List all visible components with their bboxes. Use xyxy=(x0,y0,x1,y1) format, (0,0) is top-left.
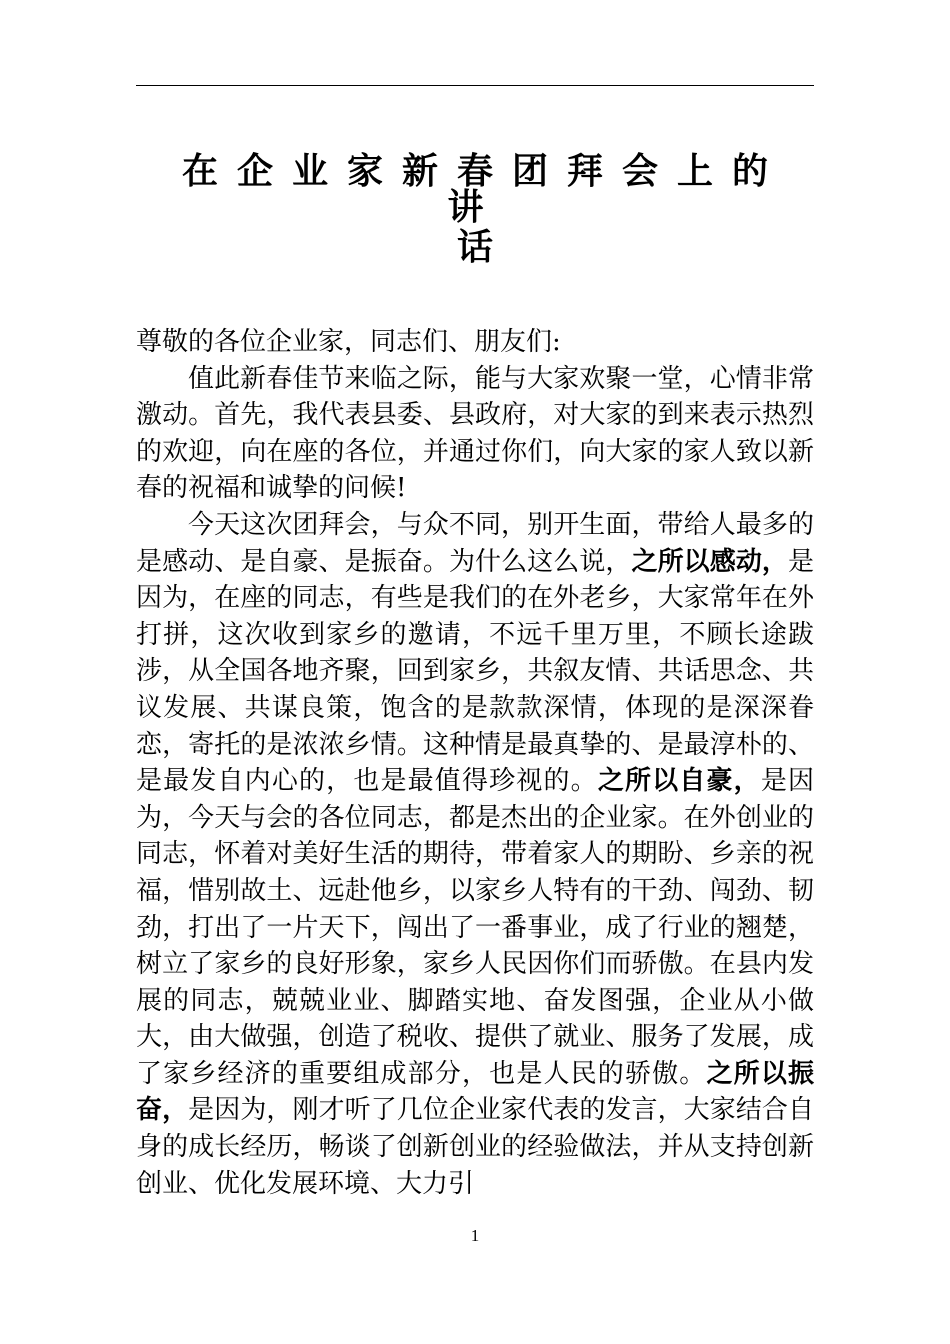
document-body xyxy=(136,324,814,1202)
paragraph-2-text-d: 是因为，刚才听了几位企业家代表的发言，大家结合自身的成长经历，畅谈了创新创业的经验做法，并从支持创新创业、优化发展环境、大力引 xyxy=(136,1095,814,1199)
paragraph-2 xyxy=(136,507,814,1202)
emphasis-moved: 之所以感动， xyxy=(631,546,788,577)
paragraph-1: 值此新春佳节来临之际，能与大家欢聚一堂，心情非常激动。首先，我代表县委、县政府，对大家的到来表示热烈的欢迎，向在座的各位，并通过你们，向大家的家人致以新春的祝福和诚挚的问候! xyxy=(136,363,814,504)
emphasis-proud: 之所以自豪， xyxy=(597,766,761,797)
salutation: 尊敬的各位企业家，同志们、朋友们: xyxy=(136,327,561,357)
header-rule xyxy=(136,85,814,86)
paragraph-2-text-b: 是因为，在座的同志，有些是我们的在外老乡，大家常年在外打拼，这次收到家乡的邀请，不远千里万里，不顾长途跋涉，从全国各地齐聚，回到家乡，共叙友情、共话思念、共议发展、共谋良策，饱含的是款款深情，体现的是深深眷恋，寄托的是浓浓乡情。这种情是最真挚的、是最淳朴的、是最发自内心的，也是最值得珍视的。 xyxy=(136,546,814,797)
paragraph-2-text-a: 今天这次团拜会，与众不同，别开生面，带给人最多的是感动、是自豪、是振奋。为什么这么说， xyxy=(136,509,814,577)
page-number: 1 xyxy=(470,1226,480,1245)
emphasis-inspired: 之所以振奋， xyxy=(136,1058,814,1126)
document-title-line-2: 话 xyxy=(456,227,493,268)
paragraph-2-text-c: 是因为，今天与会的各位同志，都是杰出的企业家。在外创业的同志，怀着对美好生活的期待，带着家人的期盼、乡亲的祝福，惜别故土、远赴他乡，以家乡人特有的干劲、闯劲、韧劲，打出了一片天下，闯出了一番事业，成了行业的翘楚，树立了家乡的良好形象，家乡人民因你们而骄傲。在县内发展的同志，兢兢业业、脚踏实地、奋发图强，企业从小做大，由大做强，创造了税收、提供了就业、服务了发展，成了家乡经济的重要组成部分，也是人民的骄傲。 xyxy=(136,766,814,1089)
document-title-line-1: 在企业家新春团拜会上的讲 xyxy=(181,151,787,228)
